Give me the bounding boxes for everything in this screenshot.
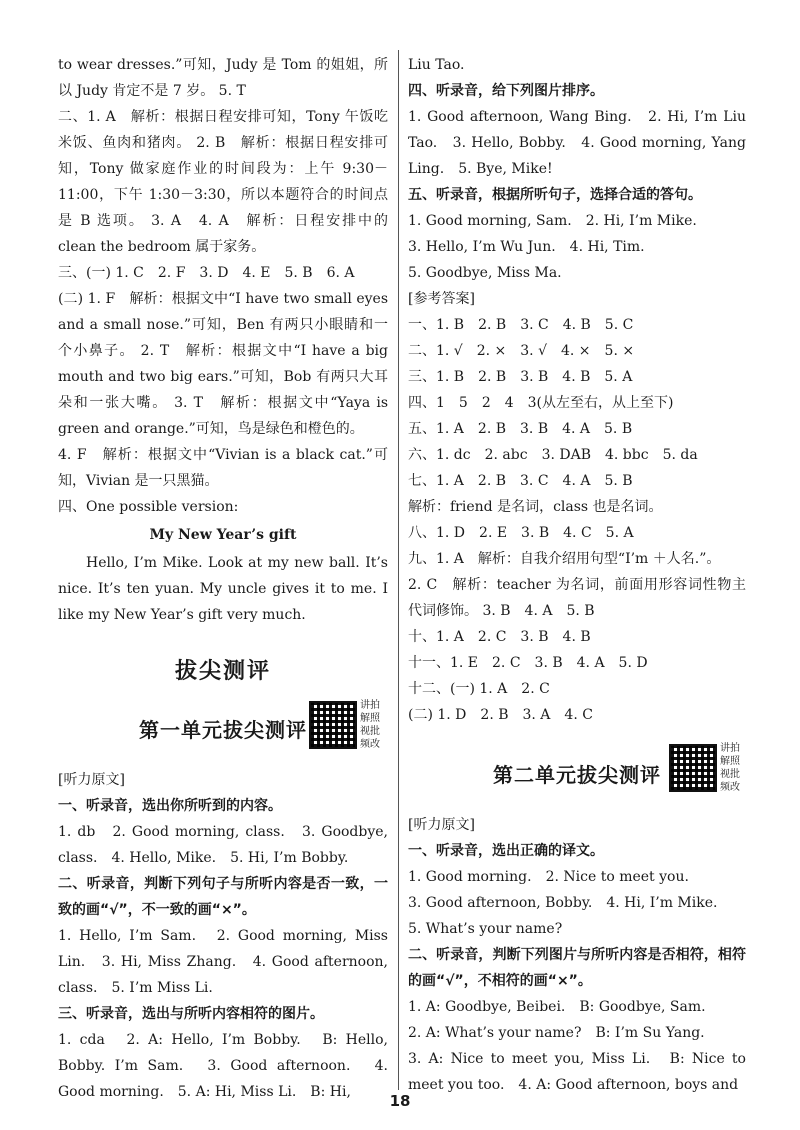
text-line: 二、1. √ 2. × 3. √ 4. × 5. ×	[408, 343, 635, 359]
question-heading: 一、听录音，选出你所听到的内容。	[58, 798, 282, 814]
qr-code-block[interactable]	[309, 699, 384, 751]
unit-header	[408, 742, 746, 804]
right-listening-text	[408, 838, 746, 1098]
unit-title: 第二单元拔尖测评	[493, 762, 661, 787]
text-line: 3. A: Nice to meet you, Miss Li. B: Nice to meet you too. 4. A: Good afternoon, boys and	[408, 1051, 746, 1093]
text-line: to wear dresses.”可知，Judy 是 Tom 的姐姐，所以 Judy 肯定不是 7 岁。 5. T	[58, 57, 388, 99]
text-line: 1. Hello, I’m Sam. 2. Good morning, Miss Lin. 3. Hi, Miss Zhang. 4. Good afternoon, class. 5. I’m Miss Li.	[58, 928, 388, 996]
text-line: 5. What’s your name?	[408, 921, 563, 937]
qr-code-block[interactable]	[669, 742, 744, 794]
text-line: 1. cda 2. A: Hello, I’m Bobby. B: Hello, Bobby. I’m Sam. 3. Good afternoon. 4. Good morning. 5. A: Hi, Miss Li. B: Hi,	[58, 1032, 388, 1100]
left-answers-top	[58, 52, 388, 520]
qr-caption: 讲拍解照视批频改	[720, 743, 740, 793]
qr-caption: 讲拍解照视批频改	[360, 700, 380, 750]
text-line: 2. A: What’s your name? B: I’m Su Yang.	[408, 1025, 705, 1041]
question-heading: 四、听录音，给下列图片排序。	[408, 83, 604, 99]
text-line: 1. Good afternoon, Wang Bing. 2. Hi, I’m Liu Tao. 3. Hello, Bobby. 4. Good morning, Yang Ling. 5. Bye, Mike!	[408, 109, 746, 177]
text-line: 2. C 解析：teacher 为名词，前面用形容词性物主代词修饰。 3. B 4. A 5. B	[408, 577, 746, 619]
essay-title: My New Year’s gift	[149, 527, 297, 543]
text-line: 七、1. A 2. B 3. C 4. A 5. B	[408, 473, 633, 489]
text-line: (二) 1. D 2. B 3. A 4. C	[408, 707, 593, 723]
question-heading: 二、听录音，判断下列图片与所听内容是否相符，相符的画“√”，不相符的画“×”。	[408, 947, 746, 989]
text-line: 5. Goodbye, Miss Ma.	[408, 265, 562, 281]
right-column	[408, 52, 746, 1098]
qr-code-icon[interactable]	[309, 701, 357, 749]
left-listening-text	[58, 793, 388, 1105]
text-line: 六、1. dc 2. abc 3. DAB 4. bbc 5. da	[408, 447, 698, 463]
text-line: 九、1. A 解析：自我介绍用句型“I’m ＋人名.”。	[408, 551, 721, 567]
section-title: 拔尖测评	[174, 659, 271, 684]
text-line: 解析：friend 是名词，class 也是名词。	[408, 499, 663, 515]
text-line: 十一、1. E 2. C 3. B 4. A 5. D	[408, 655, 648, 671]
page-number: 18	[389, 1092, 411, 1110]
text-line: 4. F 解析：根据文中“Vivian is a black cat.”可知，Vivian 是一只黑猫。	[58, 447, 388, 489]
text-line: (二) 1. F 解析：根据文中“I have two small eyes and a small nose.”可知，Ben 有两只小眼睛和一个小鼻子。 2. T 解析：根据文中“I have a big mouth and two big ears.”可知，Bob 有两只大耳朵和一张大嘴。 3. T 解析：根据文中“Yaya is green and orange.”可知，鸟是绿色和橙色的。	[58, 291, 388, 437]
essay-body: Hello, I’m Mike. Look at my new ball. It’s nice. It’s ten yuan. My uncle gives it to me. I like my New Year’s gift very much.	[58, 555, 388, 623]
text-line: 1. Good morning, Sam. 2. Hi, I’m Mike.	[408, 213, 697, 229]
question-heading: 三、听录音，选出与所听内容相符的图片。	[58, 1006, 324, 1022]
question-heading: 五、听录音，根据所听句子，选择合适的答句。	[408, 187, 702, 203]
text-line: 1. db 2. Good morning, class. 3. Goodbye, class. 4. Hello, Mike. 5. Hi, I’m Bobby.	[58, 824, 388, 866]
right-answers	[408, 52, 746, 728]
text-line: 1. Good morning. 2. Nice to meet you.	[408, 869, 689, 885]
listen-label: [听力原文]	[408, 817, 475, 833]
left-column	[58, 52, 388, 1105]
text-line: 三、(一) 1. C 2. F 3. D 4. E 5. B 6. A	[58, 265, 355, 281]
listen-label: [听力原文]	[58, 772, 125, 788]
text-line: Liu Tao.	[408, 57, 465, 73]
text-line: 3. Hello, I’m Wu Jun. 4. Hi, Tim.	[408, 239, 645, 255]
text-line: 十、1. A 2. C 3. B 4. B	[408, 629, 591, 645]
text-line: 1. A: Goodbye, Beibei. B: Goodbye, Sam.	[408, 999, 706, 1015]
unit-title: 第一单元拔尖测评	[139, 717, 307, 742]
question-heading: 一、听录音，选出正确的译文。	[408, 843, 604, 859]
text-line: 四、One possible version:	[58, 499, 239, 515]
qr-code-icon[interactable]	[669, 744, 717, 792]
text-line: 二、1. A 解析：根据日程安排可知，Tony 午饭吃米饭、鱼肉和猪肉。 2. B 解析：根据日程安排可知，Tony 做家庭作业的时间段为：上午 9:30－11:00，下午 1:30－3:30，所以本题符合的时间点是 B 选项。 3. A 4. A 解析：日程安排中的 clean the bedroom 属于家务。	[58, 109, 388, 255]
text-line: [参考答案]	[408, 291, 475, 307]
text-line: 3. Good afternoon, Bobby. 4. Hi, I’m Mike.	[408, 895, 718, 911]
text-line: 一、1. B 2. B 3. C 4. B 5. C	[408, 317, 634, 333]
text-line: 三、1. B 2. B 3. B 4. B 5. A	[408, 369, 633, 385]
text-line: 八、1. D 2. E 3. B 4. C 5. A	[408, 525, 634, 541]
text-line: 五、1. A 2. B 3. B 4. A 5. B	[408, 421, 633, 437]
text-line: 十二、(一) 1. A 2. C	[408, 681, 550, 697]
question-heading: 二、听录音，判断下列句子与所听内容是否一致，一致的画“√”，不一致的画“×”。	[58, 876, 388, 918]
unit-header	[58, 697, 388, 759]
text-line: 四、1 5 2 4 3(从左至右，从上至下)	[408, 395, 674, 411]
column-divider	[398, 50, 399, 1090]
